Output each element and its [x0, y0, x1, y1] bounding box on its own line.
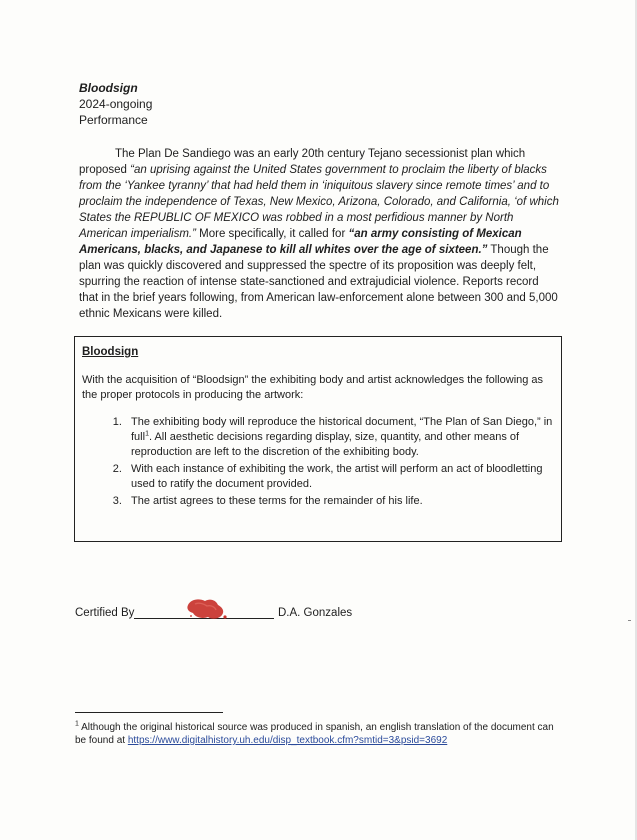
protocol-list — [82, 415, 554, 509]
artwork-years: 2024-ongoing — [79, 97, 153, 111]
protocol-item-3: 3. The artist agrees to these terms for the remainder of his life. — [125, 494, 554, 509]
certified-by-label: Certified By — [75, 607, 135, 619]
footnote-text: Although the original historical source was produced in spanish, an english translation of the document can be found at — [75, 722, 554, 746]
intro-text-2: More specifically, it called for — [195, 228, 349, 240]
footnote-divider — [75, 712, 223, 713]
protocol-item-2: 2. With each instance of exhibiting the work, the artist will perform an act of bloodletting used to ratify the document provided. — [125, 462, 554, 492]
artwork-title: Bloodsign — [79, 81, 138, 95]
protocol-item-1-text-b: . All aesthetic decisions regarding display, size, quantity, and other means of reproduction are left to the discretion of the exhibiting body. — [131, 431, 520, 458]
protocol-item-1 — [125, 415, 554, 460]
protocol-box — [74, 336, 562, 542]
protocol-item-1-text-a: The exhibiting body will reproduce the historical document, “The Plan of San Diego,” in full — [131, 416, 553, 443]
artwork-header — [79, 80, 152, 128]
scan-artifact — [628, 620, 631, 621]
protocol-intro: With the acquisition of “Bloodsign” the exhibiting body and artist acknowledges the following as the proper protocols in producing the artwork: — [82, 374, 544, 401]
intro-quote-1: “an uprising against the United States government to proclaim the liberty of blacks from the ‘Yankee tyranny’ that had held them in ‘iniquitous slavery since remote times’ and to proclaim the independence of Texas, New Mexico, Arizona, Colorado, and California, ‘of which States the REPUBLIC OF MEXICO was robbed in a most perfidious manner by North American imperialism.” — [79, 164, 559, 240]
footnote-marker: 1 — [75, 720, 79, 728]
footnote-link[interactable]: https://www.digitalhistory.uh.edu/disp_textbook.cfm?smtid=3&psid=3692 — [127, 735, 448, 746]
artwork-medium: Performance — [79, 113, 148, 127]
intro-paragraph — [79, 146, 559, 322]
signer-name: D.A. Gonzales — [278, 607, 353, 619]
intro-quote-2: “an army consisting of Mexican Americans, blacks, and Japanese to kill all whites over the age of sixteen.” — [79, 228, 522, 256]
intro-text-3: Though the plan was quickly discovered and suppressed the spectre of its proposition was deeply felt, spurring the reaction of intense state-sanctioned and extrajudicial violence. Reports record that in the brief years following, from American law-enforcement alone between 300 and 5,000 ethnic Mexicans were killed. — [79, 244, 558, 320]
blood-signature-stain — [185, 596, 231, 622]
protocol-title: Bloodsign — [82, 346, 139, 358]
footnote-reference: 1 — [145, 430, 149, 438]
intro-text-1: The Plan De Sandiego was an early 20th century Tejano secessionist plan which proposed — [79, 148, 526, 176]
footnote — [75, 721, 565, 747]
